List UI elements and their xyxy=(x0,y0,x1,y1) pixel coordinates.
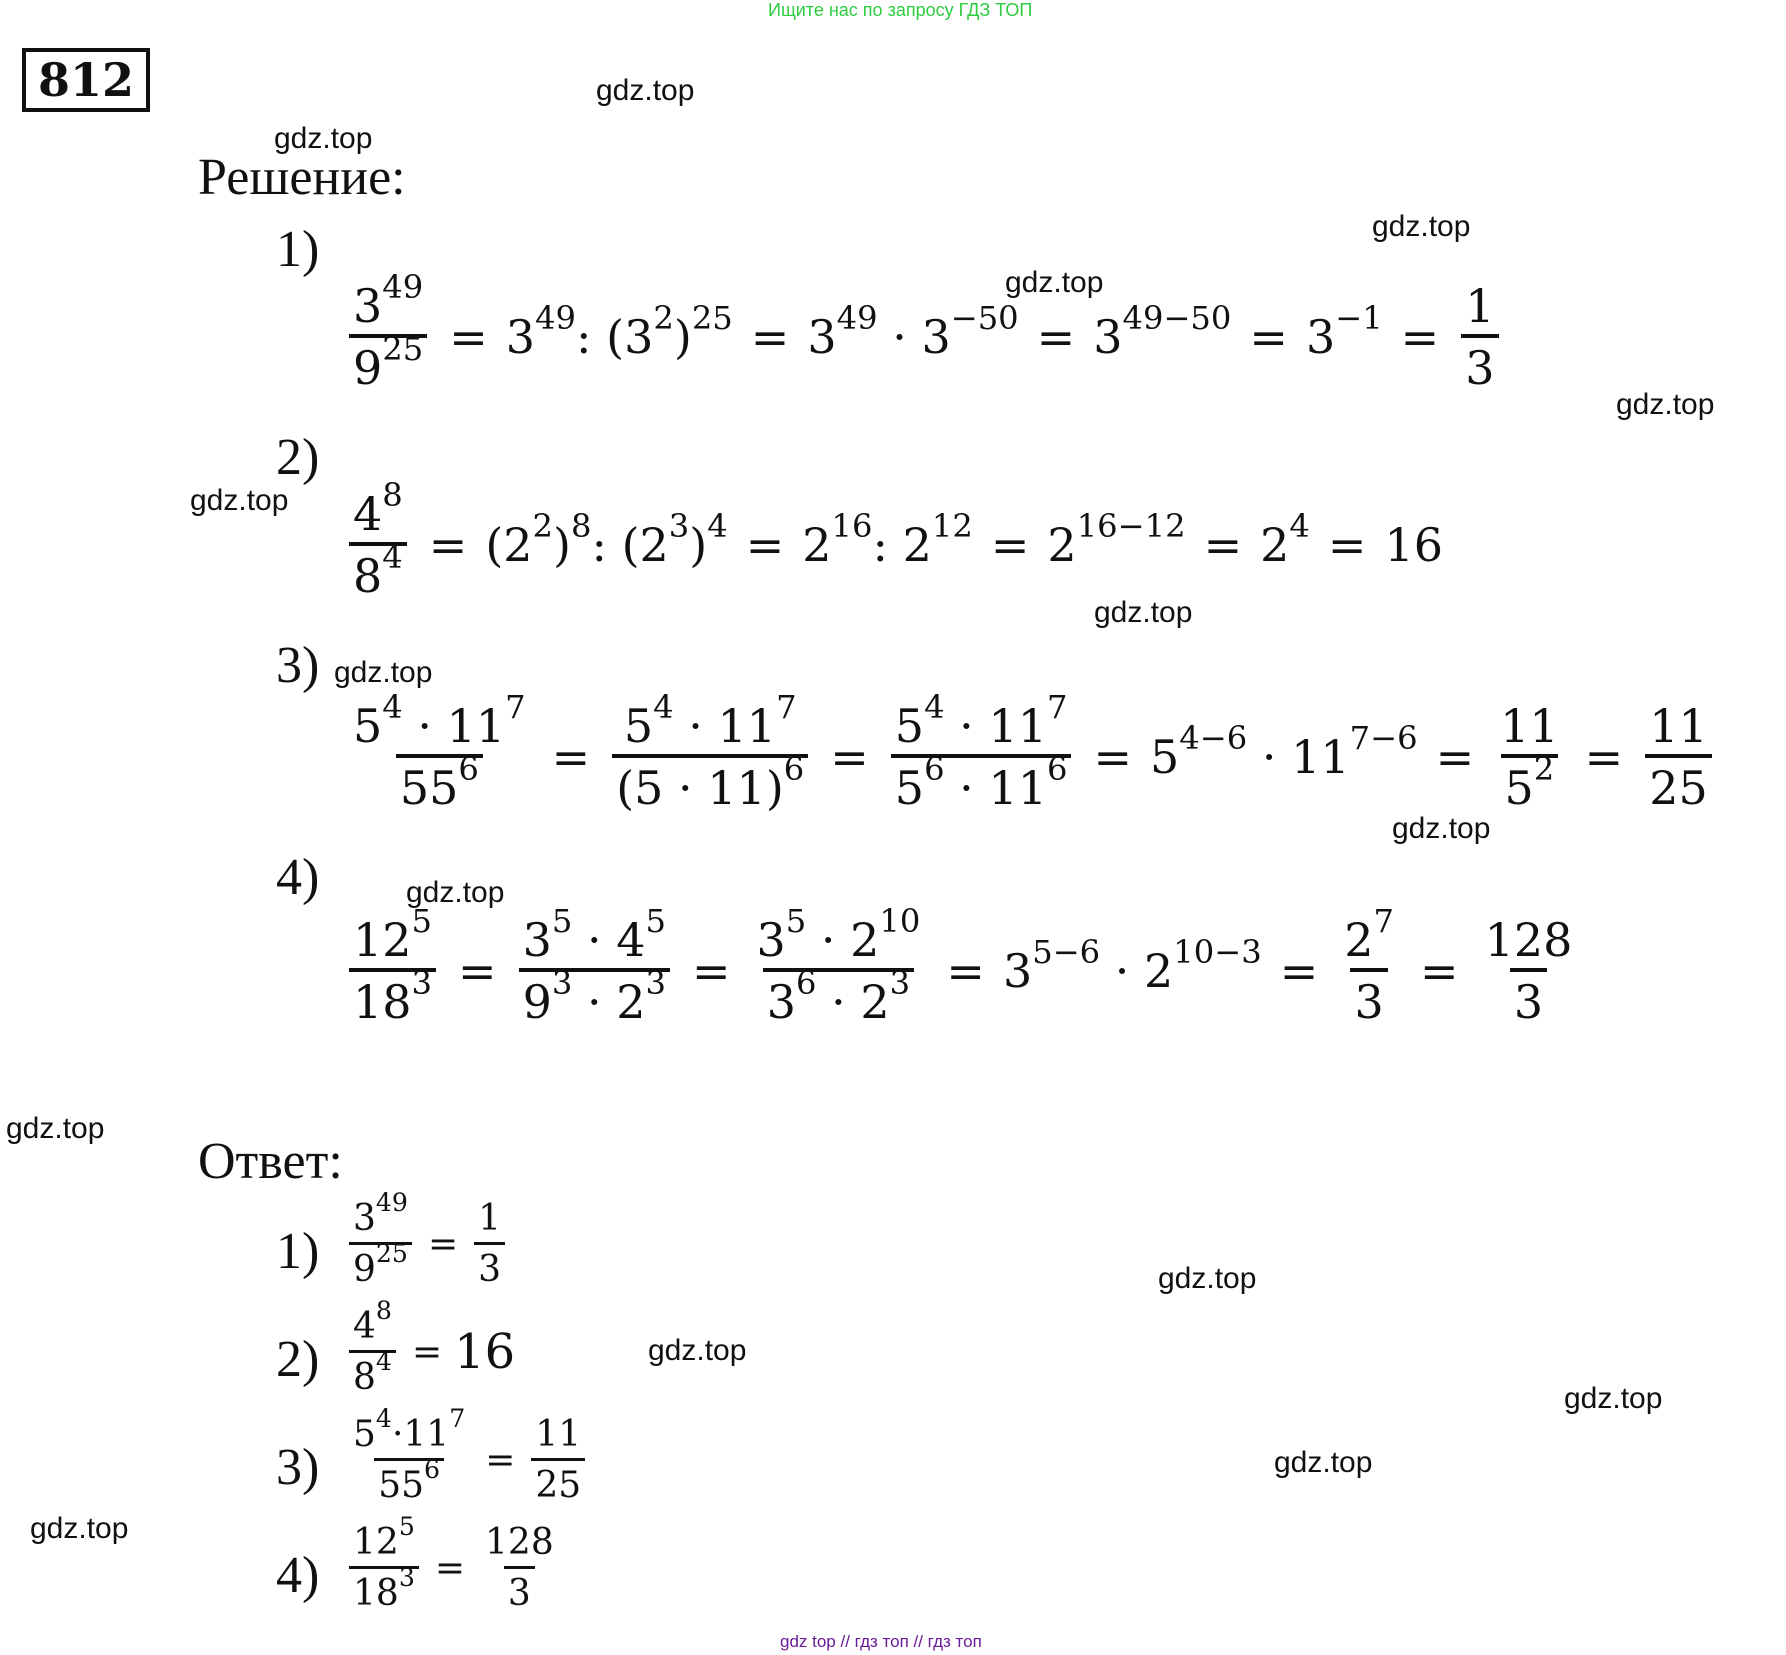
solution-1: $\frac{3^{49}}{9^{25}}$ = $3^{49}$: $(3^2)^{25}$ = $3^{49} \cdot 3^{-50}$ = $3^{49-50}$ = $3^{-1}$ = $\frac{1}{3}$ xyxy=(345,282,1503,393)
answer-3: $\frac{5^4\cdot 11^7}{55^6}$ = $\frac{11}{25}$ xyxy=(345,1416,589,1505)
watermark: gdz.top xyxy=(1005,266,1104,299)
step-label-4: 4) xyxy=(276,849,320,906)
fraction: $\frac{5^4 \cdot 11^7}{55^6}$ xyxy=(353,687,526,816)
fraction: $\frac{5^4\cdot 11^7}{55^6}$ xyxy=(353,1404,466,1506)
watermark: gdz.top xyxy=(334,656,433,689)
watermark: gdz.top xyxy=(6,1112,105,1145)
fraction: $\frac{3^{49}}{9^{25}}$ xyxy=(349,1200,412,1289)
fraction: $\frac{2^7}{3}$ xyxy=(1344,901,1395,1030)
fraction: $\frac{11}{25}$ xyxy=(531,1416,585,1505)
fraction: $\frac{11}{25}$ xyxy=(1645,702,1712,813)
answer-label-1: 1) xyxy=(276,1223,320,1280)
ad-banner[interactable]: Ищите нас по запросу ГДЗ ТОП xyxy=(768,0,1033,20)
fraction: $\frac{128}{3}$ xyxy=(1484,913,1573,1030)
watermark: gdz.top xyxy=(1564,1382,1663,1415)
answer-2: $\frac{4^8}{8^4}$ = 16 xyxy=(345,1308,515,1397)
watermark: gdz.top xyxy=(30,1512,129,1545)
fraction: $\frac{3^{49}}{9^{25}}$ xyxy=(349,282,427,393)
fraction: $\frac{4^8}{8^4}$ xyxy=(349,1308,396,1397)
fraction: $\frac{3^5 \cdot 4^5}{9^3 \cdot 2^3}$ xyxy=(519,916,670,1027)
watermark: gdz.top xyxy=(406,876,505,909)
problem-number-box xyxy=(22,48,150,112)
watermark: gdz.top xyxy=(1616,388,1715,421)
watermark: gdz.top xyxy=(1372,210,1471,243)
answer-4: $\frac{12^5}{18^3}$ = $\frac{128}{3}$ xyxy=(345,1524,562,1613)
answer-label-2: 2) xyxy=(276,1331,320,1388)
fraction: $\frac{4^8}{8^4}$ xyxy=(349,490,407,601)
solution-4: $\frac{12^5}{18^3}$ = $\frac{3^5 \cdot 4^5}{9^3 \cdot 2^3}$ = $\frac{3^5 \cdot 2^{10}}{3^6 \cdot 2^3}$ = $3^{5-6} \cdot 2^{10-3}$ = $\frac{2^7}{3}$ = $\frac{128}{3}$ xyxy=(345,916,1580,1027)
fraction: $\frac{12^5}{18^3}$ xyxy=(349,916,436,1027)
problem-number: 812 xyxy=(37,53,135,107)
solution-2: $\frac{4^8}{8^4}$ = $(2^2)^8$: $(2^3)^4$ = $2^{16}$: $2^{12}$ = $2^{16-12}$ = $2^4$ = 16 xyxy=(345,490,1443,601)
fraction: $\frac{128}{3}$ xyxy=(485,1522,554,1614)
solution-3: $\frac{5^4 \cdot 11^7}{55^6}$ = $\frac{5^4 \cdot 11^7}{(5 \cdot 11)^6}$ = $\frac{5^4 \cdot 11^7}{5^6 \cdot 11^6}$ = $5^{4-6} \cdot 11^{7-6}$ = $\frac{11}{5^2}$ = $\frac{11}{25}$ xyxy=(345,702,1716,813)
watermark: gdz.top xyxy=(1274,1446,1373,1479)
watermark: gdz.top xyxy=(648,1334,747,1367)
step-label-3: 3) xyxy=(276,637,320,694)
fraction: $\frac{12^5}{18^3}$ xyxy=(349,1524,419,1613)
fraction: $\frac{5^4 \cdot 11^7}{5^6 \cdot 11^6}$ xyxy=(891,702,1072,813)
solution-heading: Решение: xyxy=(198,149,406,206)
watermark: gdz.top xyxy=(1392,812,1491,845)
answer-label-3: 3) xyxy=(276,1439,320,1496)
answer-label-4: 4) xyxy=(276,1547,320,1604)
answer-heading: Ответ: xyxy=(198,1133,343,1190)
step-label-2: 2) xyxy=(276,429,320,486)
watermark: gdz.top xyxy=(1158,1262,1257,1295)
fraction: $\frac{1}{3}$ xyxy=(1461,282,1498,393)
fraction: $\frac{1}{3}$ xyxy=(474,1200,505,1289)
watermark: gdz.top xyxy=(596,74,695,107)
watermark: gdz.top xyxy=(190,484,289,517)
fraction: $\frac{11}{5^2}$ xyxy=(1500,699,1559,816)
fraction: $\frac{3^5 \cdot 2^{10}}{3^6 \cdot 2^3}$ xyxy=(756,901,921,1030)
step-label-1: 1) xyxy=(276,221,320,278)
answer-1: $\frac{3^{49}}{9^{25}}$ = $\frac{1}{3}$ xyxy=(345,1200,509,1289)
watermark: gdz.top xyxy=(1094,596,1193,629)
fraction: $\frac{5^4 \cdot 11^7}{(5 \cdot 11)^6}$ xyxy=(612,702,808,813)
footer-links[interactable]: gdz top // гдз топ // гдз топ xyxy=(780,1632,982,1651)
watermark: gdz.top xyxy=(274,122,373,155)
